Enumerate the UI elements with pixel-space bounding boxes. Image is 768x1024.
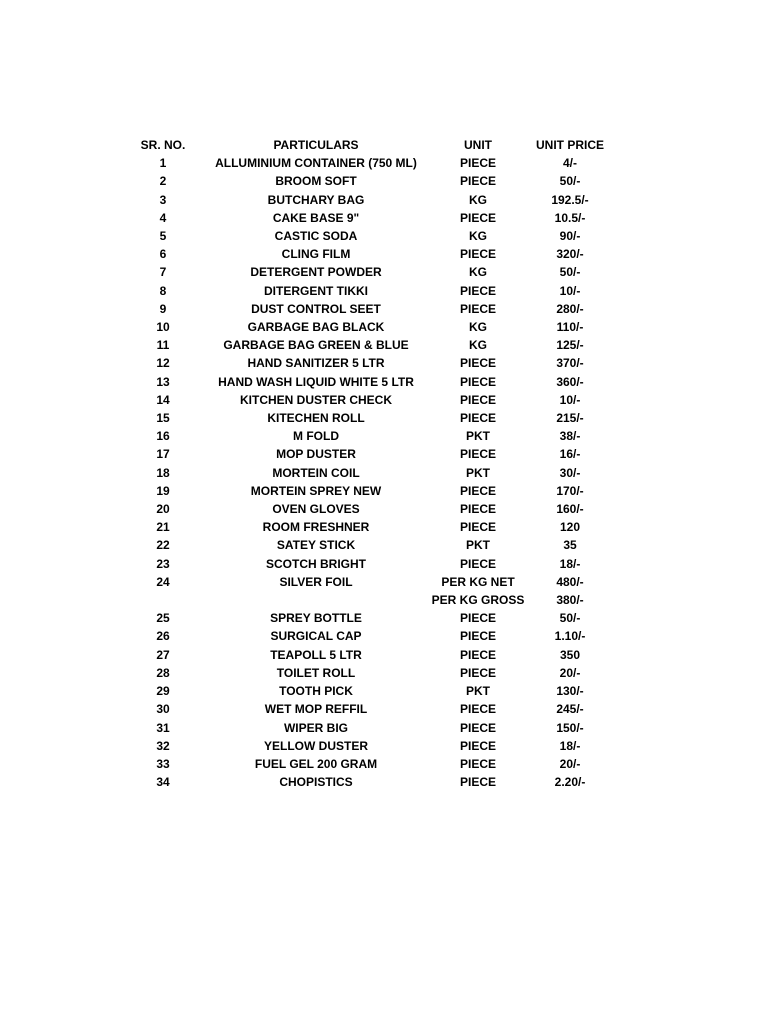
cell-unit: PIECE [459, 647, 496, 662]
cell-particular: TEAPOLL 5 LTR [270, 647, 362, 662]
cell-unit: PIECE [459, 447, 496, 462]
cell-sr-no: 11 [156, 338, 170, 353]
cell-sr-no: 31 [156, 720, 170, 735]
table-row [125, 573, 615, 591]
cell-sr-no: 34 [156, 775, 170, 790]
cell-unit: KG [469, 338, 487, 353]
cell-unit: PIECE [459, 156, 496, 171]
cell-unit: PIECE [459, 611, 496, 626]
cell-particular: MORTEIN COIL [272, 465, 360, 480]
cell-sr-no: 13 [156, 374, 170, 389]
cell-unit: PIECE [459, 411, 496, 426]
cell-sr-no: 24 [156, 574, 170, 589]
table-row [125, 700, 615, 718]
table-row [125, 719, 615, 737]
cell-unit-price: 50/- [559, 265, 581, 280]
cell-sr-no: 12 [156, 356, 170, 371]
cell-unit: PIECE [459, 210, 496, 225]
cell-particular: YELLOW DUSTER [264, 738, 368, 753]
cell-unit-price: 130/- [556, 684, 584, 699]
table-row [125, 464, 615, 482]
cell-unit: PIECE [459, 174, 496, 189]
table-row [125, 445, 615, 463]
cell-unit-price: 90/- [559, 229, 581, 244]
cell-unit-price: 480/- [556, 574, 584, 589]
table-row [125, 318, 615, 336]
header-unit-price: UNIT PRICE [535, 138, 604, 152]
table-row [125, 172, 615, 190]
cell-particular: WIPER BIG [283, 720, 348, 735]
cell-sr-no: 33 [156, 756, 170, 771]
cell-unit: PIECE [459, 356, 496, 371]
cell-sr-no: 29 [156, 684, 170, 699]
cell-unit-price: 10.5/- [554, 210, 586, 225]
table-row [125, 609, 615, 627]
cell-unit-price: 1.10/- [554, 629, 586, 644]
cell-sr-no: 3 [159, 192, 167, 207]
table-row [125, 245, 615, 263]
cell-particular: GARBAGE BAG GREEN & BLUE [223, 338, 409, 353]
cell-unit-price: 10/- [559, 283, 581, 298]
cell-particular: ROOM FRESHNER [262, 520, 370, 535]
table-row [125, 682, 615, 700]
cell-particular: BROOM SOFT [275, 174, 357, 189]
table-row [125, 555, 615, 573]
table-row [125, 191, 615, 209]
cell-unit-price: 4/- [562, 156, 577, 171]
cell-sr-no: 16 [156, 429, 170, 444]
cell-particular: FUEL GEL 200 GRAM [254, 756, 378, 771]
cell-particular: CAKE BASE 9" [272, 210, 360, 225]
table-row [125, 354, 615, 372]
table-row [125, 500, 615, 518]
cell-sr-no: 21 [156, 520, 170, 535]
cell-unit: PKT [466, 684, 490, 699]
cell-unit: PKT [466, 465, 490, 480]
cell-sr-no: 15 [156, 411, 170, 426]
cell-unit-price: 35 [563, 538, 577, 553]
cell-unit-price: 192.5/- [551, 192, 589, 207]
table-row [125, 627, 615, 645]
cell-unit: PIECE [459, 483, 496, 498]
cell-unit: PIECE [459, 629, 496, 644]
cell-particular: TOOTH PICK [279, 684, 353, 699]
price-list-table [125, 136, 615, 791]
table-row [125, 427, 615, 445]
cell-unit: KG [469, 320, 487, 335]
cell-sr-no: 7 [159, 265, 167, 280]
cell-sr-no: 32 [156, 738, 170, 753]
cell-unit: PIECE [459, 283, 496, 298]
cell-particular: DUST CONTROL SEET [251, 301, 381, 316]
cell-unit: PIECE [459, 374, 496, 389]
cell-unit-price: 160/- [556, 502, 584, 517]
table-row [125, 646, 615, 664]
table-row [125, 282, 615, 300]
cell-unit: PIECE [459, 556, 496, 571]
cell-unit: PIECE [459, 301, 496, 316]
cell-sr-no: 9 [159, 301, 167, 316]
table-row [125, 373, 615, 391]
cell-unit: PIECE [459, 502, 496, 517]
table-row [125, 336, 615, 354]
header-particulars: PARTICULARS [273, 138, 359, 152]
cell-particular: CHOPISTICS [279, 775, 353, 790]
cell-sr-no: 6 [159, 247, 167, 262]
cell-particular: KITCHEN DUSTER CHECK [239, 392, 392, 407]
cell-sr-no: 20 [156, 502, 170, 517]
cell-unit-price: 120 [559, 520, 581, 535]
cell-unit-price: 30/- [559, 465, 581, 480]
cell-sr-no: 19 [156, 483, 170, 498]
table-row [125, 409, 615, 427]
cell-unit-price: 350 [559, 647, 581, 662]
cell-particular: GARBAGE BAG BLACK [247, 320, 385, 335]
cell-unit-price: 150/- [556, 720, 584, 735]
cell-unit-price: 18/- [559, 556, 581, 571]
cell-unit-price: 2.20/- [554, 775, 586, 790]
cell-sr-no: 1 [159, 156, 167, 171]
cell-unit-price: 20/- [559, 756, 581, 771]
table-row [125, 755, 615, 773]
cell-sr-no: 28 [156, 665, 170, 680]
header-unit: UNIT [464, 138, 492, 152]
cell-sr-no: 5 [159, 229, 167, 244]
cell-particular: SURGICAL CAP [270, 629, 362, 644]
cell-unit-price: 18/- [559, 738, 581, 753]
cell-unit-price: 110/- [556, 320, 584, 335]
table-body [125, 154, 615, 791]
cell-unit-price: 50/- [559, 611, 581, 626]
cell-unit: PKT [466, 538, 490, 553]
table-row [125, 209, 615, 227]
cell-unit-price: 380/- [556, 593, 584, 608]
cell-particular: MOP DUSTER [276, 447, 356, 462]
cell-particular: MORTEIN SPREY NEW [250, 483, 382, 498]
cell-particular: SATEY STICK [276, 538, 356, 553]
cell-particular: HAND WASH LIQUID WHITE 5 LTR [218, 374, 414, 389]
cell-unit: PKT [466, 429, 490, 444]
cell-particular: HAND SANITIZER 5 LTR [247, 356, 385, 371]
cell-unit-price: 215/- [556, 411, 584, 426]
cell-sr-no: 17 [156, 447, 170, 462]
cell-unit: PIECE [459, 665, 496, 680]
cell-unit: PIECE [459, 702, 496, 717]
table-row [125, 664, 615, 682]
table-row [125, 300, 615, 318]
table-row [125, 227, 615, 245]
table-row [125, 154, 615, 172]
cell-unit: PIECE [459, 520, 496, 535]
cell-unit: KG [469, 229, 487, 244]
cell-particular: KITECHEN ROLL [267, 411, 365, 426]
table-row [125, 482, 615, 500]
cell-unit-price: 170/- [556, 483, 584, 498]
cell-sr-no: 2 [159, 174, 167, 189]
cell-sr-no: 10 [156, 320, 170, 335]
cell-unit: PIECE [459, 738, 496, 753]
cell-particular: DETERGENT POWDER [250, 265, 382, 280]
cell-unit: PIECE [459, 392, 496, 407]
cell-sr-no: 23 [156, 556, 170, 571]
table-header-row [125, 136, 615, 154]
cell-particular: SCOTCH BRIGHT [266, 556, 366, 571]
cell-sr-no: 22 [156, 538, 170, 553]
cell-particular: SPREY BOTTLE [270, 611, 362, 626]
table-row [125, 391, 615, 409]
cell-sr-no: 14 [156, 392, 170, 407]
cell-sr-no: 4 [159, 210, 167, 225]
cell-unit-price: 16/- [559, 447, 581, 462]
cell-unit-price: 280/- [556, 301, 584, 316]
cell-sr-no [125, 591, 201, 609]
cell-particular: DITERGENT TIKKI [264, 283, 368, 298]
cell-particular: BUTCHARY BAG [267, 192, 365, 207]
cell-unit: KG [469, 192, 487, 207]
table-row [125, 737, 615, 755]
cell-unit: PIECE [459, 247, 496, 262]
cell-unit-price: 20/- [559, 665, 581, 680]
cell-particular: SILVER FOIL [279, 574, 353, 589]
cell-sr-no: 18 [156, 465, 170, 480]
cell-unit-price: 360/- [556, 374, 584, 389]
cell-particular: CLING FILM [281, 247, 351, 262]
cell-unit-price: 320/- [556, 247, 584, 262]
cell-unit-price: 125/- [556, 338, 584, 353]
cell-unit-price: 245/- [556, 702, 584, 717]
cell-unit: PER KG GROSS [431, 593, 525, 608]
cell-unit: PIECE [459, 775, 496, 790]
table-row [125, 591, 615, 609]
table-row [125, 263, 615, 281]
cell-sr-no: 27 [156, 647, 170, 662]
cell-unit-price: 10/- [559, 392, 581, 407]
cell-unit-price: 370/- [556, 356, 584, 371]
cell-sr-no: 26 [156, 629, 170, 644]
table-row [125, 518, 615, 536]
cell-particular: TOILET ROLL [276, 665, 356, 680]
cell-particular [201, 591, 431, 609]
cell-sr-no: 25 [156, 611, 170, 626]
header-sr-no: SR. NO. [140, 138, 186, 152]
table-row [125, 536, 615, 554]
table-row [125, 773, 615, 791]
cell-unit: PIECE [459, 756, 496, 771]
cell-particular: M FOLD [293, 429, 339, 444]
cell-particular: OVEN GLOVES [272, 502, 360, 517]
cell-particular: WET MOP REFFIL [264, 702, 368, 717]
cell-unit: PER KG NET [441, 574, 515, 589]
cell-sr-no: 30 [156, 702, 170, 717]
cell-unit: PIECE [459, 720, 496, 735]
cell-unit-price: 38/- [559, 429, 581, 444]
cell-sr-no: 8 [159, 283, 167, 298]
cell-unit-price: 50/- [559, 174, 581, 189]
cell-unit: KG [469, 265, 487, 280]
cell-particular: ALLUMINIUM CONTAINER (750 ML) [215, 156, 417, 171]
cell-particular: CASTIC SODA [274, 229, 358, 244]
